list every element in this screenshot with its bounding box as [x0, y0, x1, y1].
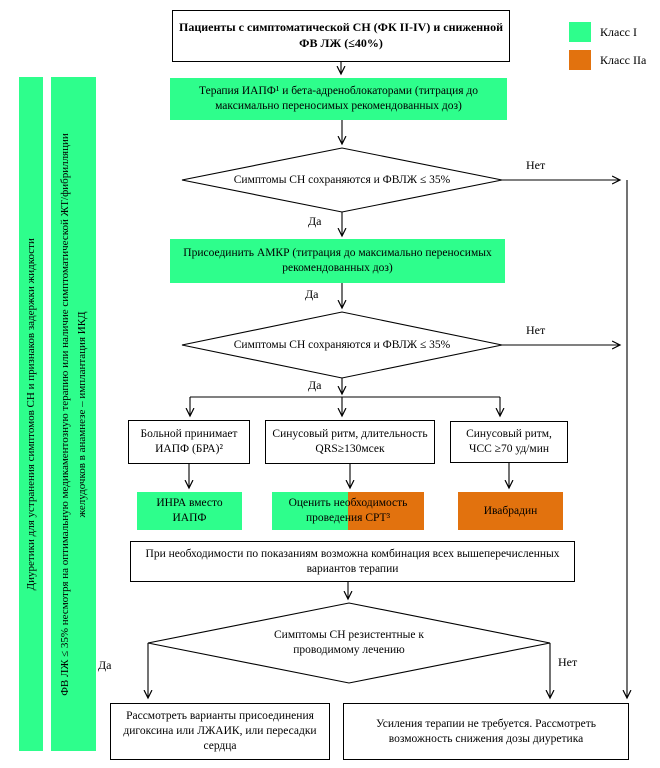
combination-box: При необходимости по показаниям возможна комбинация всех вышеперечисленных вариантов терапии — [130, 541, 575, 582]
decision3-no-label: Нет — [558, 655, 578, 669]
decision1-text: Симптомы СН сохраняются и ФВЛЖ ≤ 35% — [233, 173, 451, 186]
legend-class1-swatch — [569, 22, 591, 42]
branch-hr-box: Синусовый ритм, ЧСС ≥70 уд/мин — [450, 421, 568, 463]
decision2-text: Симптомы СН сохраняются и ФВЛЖ ≤ 35% — [233, 338, 451, 351]
sidebar-diuretics-bar — [19, 77, 43, 751]
ace-bb-box: Терапия ИАПФ¹ и бета-адреноблокаторами (титрация до максимально переносимых рекомендованных доз) — [170, 78, 507, 120]
branch-acei-box: Больной принимает ИАПФ (БРА)² — [128, 420, 250, 464]
decision3-text: Симптомы СН резистентные к проводимому лечению — [274, 629, 424, 656]
sidebar-icd-bar — [51, 77, 96, 751]
legend-class2a-swatch — [569, 50, 591, 70]
decision1-no-label: Нет — [526, 158, 546, 172]
arni-box: ИНРА вместо ИАПФ — [137, 492, 242, 530]
branch-qrs-box: Синусовый ритм, длительность QRS≥130мсек — [265, 420, 435, 464]
decision1-yes-label: Да — [308, 214, 322, 228]
legend-class1-label: Класс I — [600, 25, 637, 39]
decision2-yes-label: Да — [308, 378, 322, 392]
start-box: Пациенты с симптоматической СН (ФК II-IV) и сниженной ФВ ЛЖ (≤40%) — [172, 10, 510, 62]
crt-box: Оценить необходимость проведения СРТ³ — [272, 492, 424, 530]
ivabradine-box: Ивабрадин — [458, 492, 563, 530]
sidebar-icd-text-line2: желудочков в анамнезе – имплантация ИКД — [75, 310, 88, 518]
legend-class2a-label: Класс IIa — [600, 53, 647, 67]
sidebar-icd-text-line1: ФВ ЛЖ ≤ 35% несмотря на оптимальную медикаментозную терапию или наличие симптоматической ЖТ/фибрилляции — [59, 132, 72, 696]
decision2-no-label: Нет — [526, 323, 546, 337]
mra-yes-label: Да — [305, 287, 319, 301]
end-stable-box: Усиления терапии не требуется. Рассмотреть возможность снижения дозы диуретика — [343, 703, 629, 760]
mra-box: Присоединить АМКР (титрация до максимально переносимых рекомендованных доз) — [170, 239, 505, 283]
decision3-yes-label: Да — [98, 658, 112, 672]
sidebar-diuretics-text: Диуретики для устранения симптомов СН и признаков задержки жидкости — [24, 237, 37, 591]
end-resistant-box: Рассмотреть варианты присоединения дигоксина или ЛЖАИК, или пересадки сердца — [110, 703, 330, 760]
